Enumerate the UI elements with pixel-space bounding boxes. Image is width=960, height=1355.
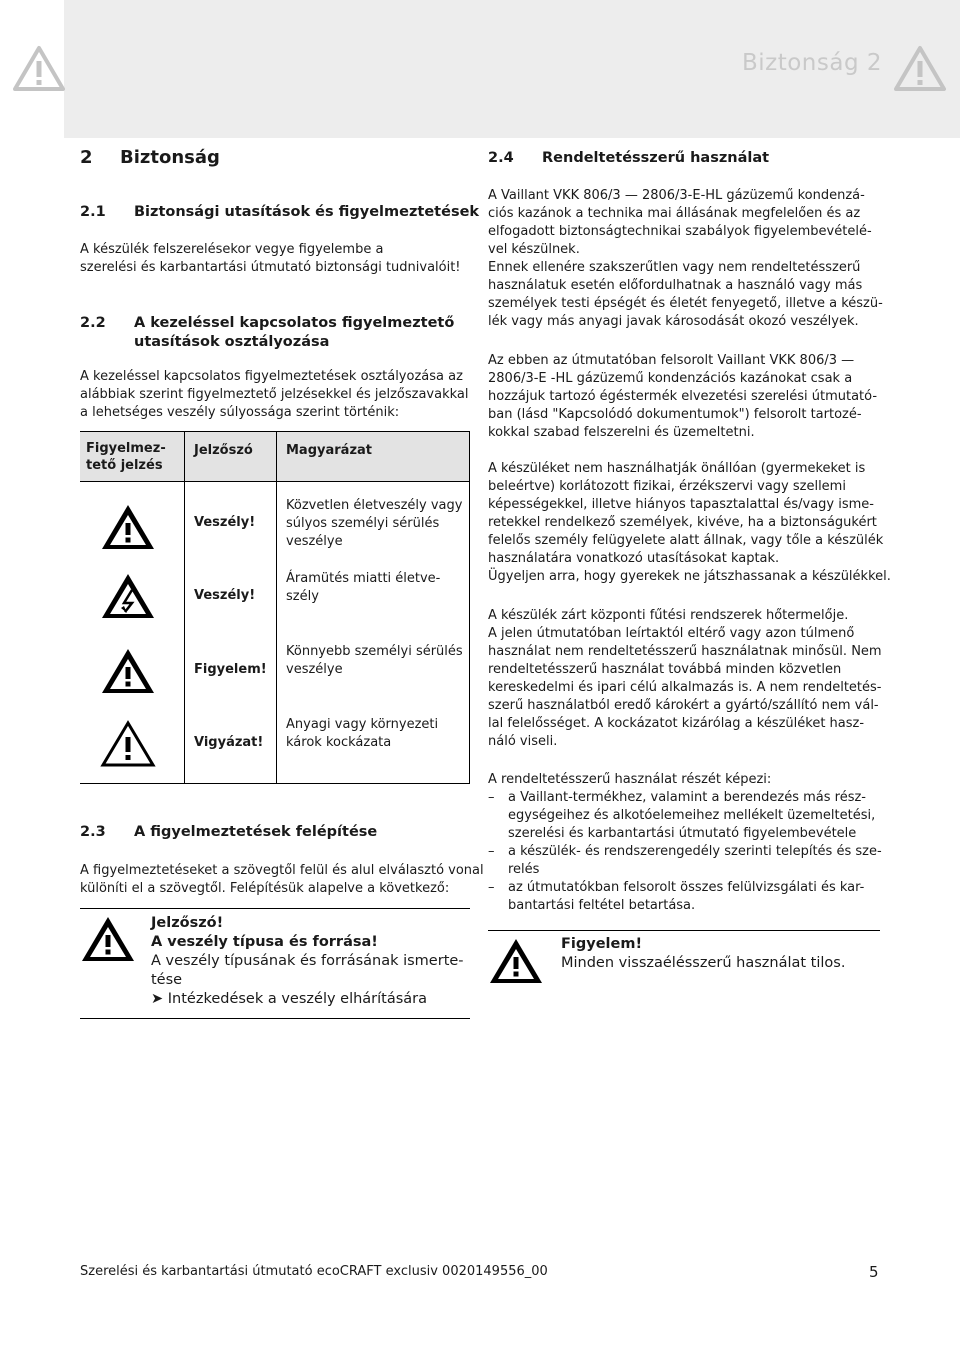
warning-type: A veszély típusa és forrása! — [151, 934, 378, 950]
note-text: Minden visszaélésszerű használat tilos. — [561, 955, 846, 971]
table-header-sign: Figyelmez- tető jelzés — [86, 441, 166, 473]
note-box-top-rule — [488, 930, 880, 931]
list-item: – az útmutatókban felsorolt összes felülvizsgálati és kar- bantartási feltétel betartása. — [488, 880, 865, 913]
table-col-rule — [184, 431, 185, 783]
usage-list — [488, 771, 882, 915]
warning-triangle-outline-icon — [100, 720, 156, 768]
warning-box-content — [151, 914, 464, 1009]
note-box-content — [561, 935, 845, 973]
paragraph: A készülék zárt központi fűtési rendszerek hőtermelője. A jelen útmutatóban leírtaktól eltérő vagy azon túlmenő használat nem rendeltetésszerű használatnak minősül. Nem rendeltetésszerű használat továbbá minden közvetlen kereskedelmi és ipari célú alkalmazás is. A nem rendeltetés- szerű használatból eredő károkért a gyártó/szállító nem vál- lal felelősséget. A kockázatot kizárólag a készüléket hasz- náló viseli. — [488, 608, 882, 749]
section-2-2-text: A kezeléssel kapcsolatos figyelmeztetések osztályozása az alábbiak szerint figyelmeztető jelzésekkel és jelzőszavakkal a lehetséges veszély súlyossága szerint történik: — [80, 369, 469, 420]
running-header-title: Biztonság 2 — [741, 50, 882, 76]
warning-description: A veszély típusának és forrásának ismerte- tése — [151, 953, 464, 988]
paragraph: Az ebben az útmutatóban felsorolt Vaillant VKK 806/3 — 2806/3-E -HL gázüzemű kondenzációs kazánokat csak a hozzájuk tartozó égéstermék elvezetési szerelési útmutató- ban (lásd "Kapcsolódó dokumentumok") felsorolt tartozé- kokkal szabad felszerelni és üzemeltetni. — [488, 353, 878, 440]
section-2-4-heading: 2.4 Rendeltetésszerű használat — [488, 150, 770, 166]
table-header-explanation: Magyarázat — [286, 443, 372, 458]
table-row-explanation: Áramütés miatti életve- szély — [286, 571, 441, 604]
table-header-signal-word: Jelzőszó — [194, 443, 253, 458]
table-row-explanation: Közvetlen életveszély vagy súlyos személyi sérülés veszélye — [286, 498, 463, 549]
warning-signal-word: Jelzőszó! — [151, 915, 224, 931]
paragraph: A Vaillant VKK 806/3 — 2806/3-E-HL gázüzemű kondenzá- ciós kazánok a technika mai állásának megfelelően és az elfogadott biztonságtechnikai szabályok figyelembevételé- vel készülnek. Ennek ellenére szakszerűtlen vagy nem rendeltetésszerű használatuk esetén előfordulhatnak a használó vagy más személyek testi épségét és életét fenyegető, illetve a készü- lék vagy más anyagi javak károsodását okozó veszélyek. — [488, 188, 883, 329]
note-signal-word: Figyelem! — [561, 936, 643, 952]
warning-triangle-icon — [488, 937, 544, 985]
warning-triangle-icon — [100, 503, 156, 551]
table-row-signal: Vigyázat! — [194, 735, 264, 750]
section-2-3-text: A figyelmeztetéseket a szövegtől felül és alul elválasztó vonal különíti el a szövegtől. Felépítésük alapelve a következő: — [80, 863, 484, 896]
table-row-signal: Figyelem! — [194, 662, 267, 677]
section-2-2-heading: 2.2 A kezeléssel kapcsolatos figyelmeztető utasítások osztályozása — [80, 315, 455, 350]
section-2-1-text: A készülék felszerelésekor vegye figyelembe a szerelési és karbantartási útmutató biztonsági tudnivalóit! — [80, 242, 461, 275]
electric-shock-icon — [100, 572, 156, 620]
table-col-rule — [276, 431, 277, 783]
table-top-rule — [80, 431, 470, 432]
list-item: – a készülék- és rendszerengedély szerinti telepítés és sze- relés — [488, 844, 882, 877]
section-2-1-heading: 2.1 Biztonsági utasítások és figyelmeztetések — [80, 204, 480, 220]
warning-triangle-icon — [894, 45, 946, 91]
list-intro: A rendeltetésszerű használat részét képezi: — [488, 772, 772, 787]
table-row-signal: Veszély! — [194, 515, 256, 530]
table-row-explanation: Anyagi vagy környezeti károk kockázata — [286, 717, 439, 750]
section-2-heading: 2 Biztonság — [80, 147, 220, 168]
table-col-rule — [469, 431, 470, 783]
warning-triangle-icon — [13, 45, 65, 91]
warning-box-top-rule — [80, 908, 470, 909]
table-row-signal: Veszély! — [194, 588, 256, 603]
table-header-rule — [80, 481, 470, 482]
table-bottom-rule — [80, 783, 470, 784]
page-number: 5 — [869, 1263, 879, 1281]
table-row-explanation: Könnyebb személyi sérülés veszélye — [286, 644, 463, 677]
warning-triangle-icon — [80, 915, 136, 963]
warning-box-bottom-rule — [80, 1018, 470, 1019]
warning-action: ➤ Intézkedések a veszély elhárítására — [151, 991, 428, 1007]
list-item: – a Vaillant-termékhez, valamint a berendezés más rész- egységeihez és alkotóelemeihez mellékelt üzemeltetési, szerelési és karbantartási útmutató figyelembevétele — [488, 790, 876, 841]
section-2-3-heading: 2.3 A figyelmeztetések felépítése — [80, 824, 378, 840]
warning-triangle-icon — [100, 647, 156, 695]
footer-text: Szerelési és karbantartási útmutató ecoCRAFT exclusiv 0020149556_00 — [80, 1264, 548, 1279]
paragraph: A készüléket nem használhatják önállóan (gyermekeket is beleértve) korlátozott fizikai, érzékszervi vagy szellemi képességekkel, illetve hiányos tapasztalattal és/vagy isme- retekkel rendelkező személyek, kivéve, ha a biztonságukért felelős személy felügyelete alatt állnak, vagy tőle a készülék használatára vonatkozó utasításokat kaptak. Ügyeljen arra, hogy gyerekek ne játszhassanak a készülékkel. — [488, 461, 891, 584]
action-arrow-icon: ➤ — [151, 991, 164, 1007]
